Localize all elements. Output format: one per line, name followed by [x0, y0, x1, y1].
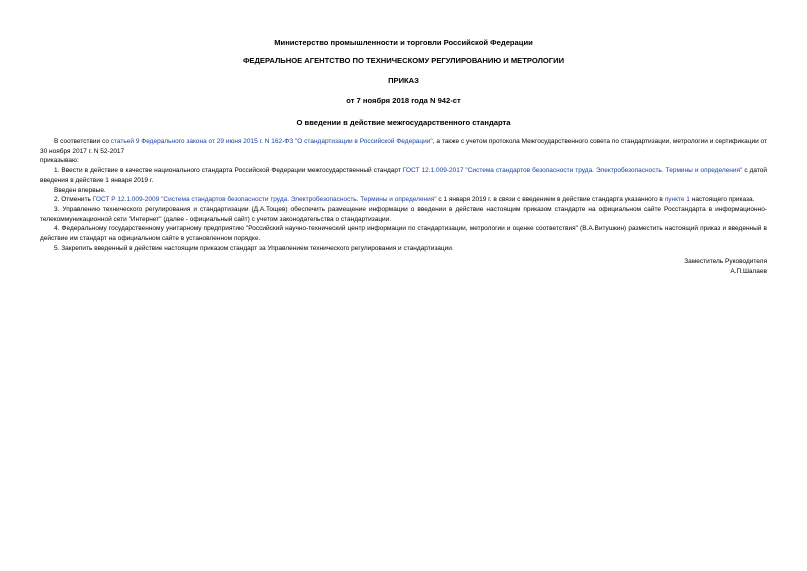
item-1-reference-link[interactable]: пункте 1 — [664, 196, 690, 204]
item-5-paragraph: 5. Закрепить введенный в действие настоящим приказом стандарт за Управлением технического регулирования и стандартизации. — [54, 244, 454, 252]
item-2-paragraph — [40, 195, 767, 205]
item-2-text-3: настоящего приказа. — [689, 196, 755, 204]
signature-block — [40, 257, 767, 277]
ministry-title: Министерство промышленности и торговли Российской Федерации — [274, 38, 533, 47]
item-4-paragraph: 4. Федеральному государственному унитарному предприятию "Российский научно-технический центр информации по стандартизации, метрологии и оценке соответствия" (В.А.Витушкин) разместить настоящий приказ и введенный в действие им стандарт на официальном сайте в установленном порядке. — [40, 225, 767, 243]
gost-2017-link[interactable]: ГОСТ 12.1.009-2017 "Система стандартов безопасности труда. Электробезопасность. Термины и определения" — [402, 167, 743, 175]
item-1-text-1: 1. Ввести в действие в качестве национального стандарта Российской Федерации межгосударственный стандарт — [54, 167, 403, 175]
agency-title: ФЕДЕРАЛЬНОЕ АГЕНТСТВО ПО ТЕХНИЧЕСКОМУ РЕГУЛИРОВАНИЮ И МЕТРОЛОГИИ — [242, 56, 565, 65]
item-1-note: Введен впервые. — [54, 186, 106, 194]
signature-name: А.П.Шалаев — [730, 268, 767, 276]
federal-law-link[interactable]: статьей 9 Федерального закона от 29 июня 2015 г. N 162-ФЗ "О стандартизации в Российской Федерации" — [110, 138, 433, 145]
item-3-paragraph: 3. Управлению технического регулирования и стандартизации (Д.А.Тощев) обеспечить размещение информации о введении в действие настоящим приказом стандарте на официальном сайте Росстандарта в информационно-телекоммуникационной сети "Интернет" (далее - официальный сайт) с учетом законодательства о стандартизации. — [40, 205, 767, 223]
document-subject: О введении в действие межгосударственного стандарта — [296, 118, 511, 127]
item-1-paragraph — [40, 166, 767, 185]
preamble-paragraph — [40, 137, 767, 156]
item-2-text-1: 2. Отменить — [54, 196, 93, 204]
preamble-text-1: В соответствии со — [54, 138, 111, 145]
preamble-text-2: , а также с учетом протокола Межгосударственного совета по стандартизации, метрологии и сертификации от 30 ноября 2017 г. N 52-2017 — [40, 138, 767, 155]
item-2-text-2: с 1 января 2019 г. в связи с введением в действие стандарта указанного в — [436, 196, 665, 204]
signature-title: Заместитель Руководителя — [684, 258, 767, 266]
gost-r-2009-link[interactable]: ГОСТ Р 12.1.009-2009 "Система стандартов безопасности труда. Электробезопасность. Термины и определения" — [92, 196, 437, 204]
order-word: приказываю: — [40, 157, 79, 165]
document-body — [40, 137, 767, 253]
item-1-text-2: с датой введения в действие 1 января 2019 г. — [40, 167, 768, 184]
document-page — [40, 30, 767, 277]
document-date-number: от 7 ноября 2018 года N 942-ст — [346, 96, 461, 105]
document-type: ПРИКАЗ — [388, 76, 419, 85]
